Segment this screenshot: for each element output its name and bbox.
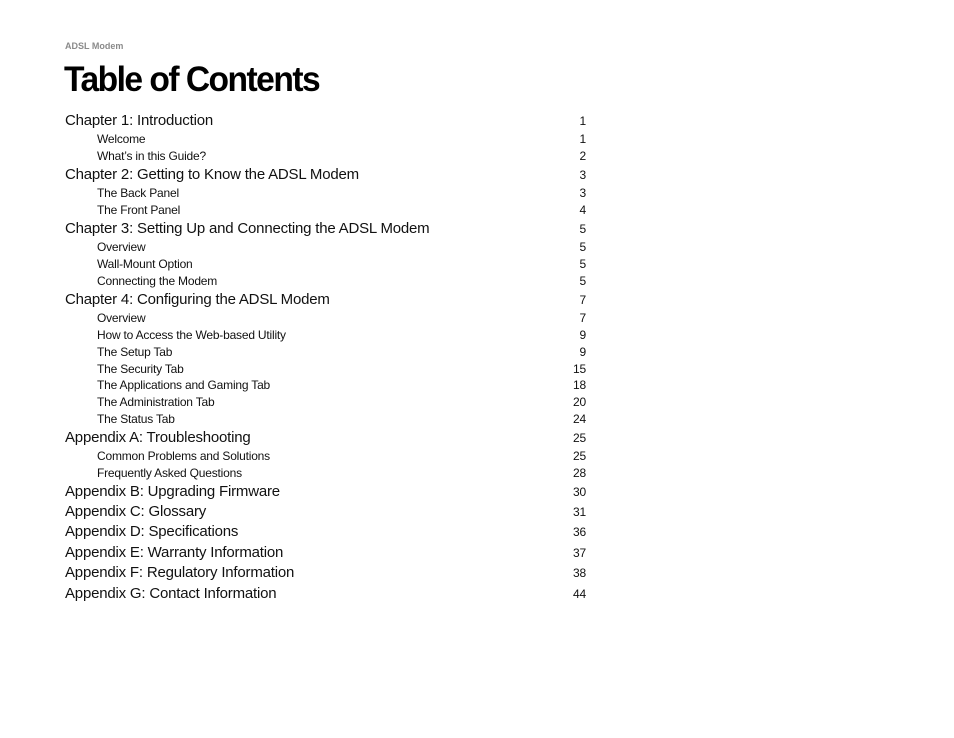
toc-entry-page-number: 1 — [579, 132, 586, 147]
toc-entry-page-number: 38 — [573, 566, 586, 581]
toc-entry-page-number: 25 — [573, 430, 586, 445]
toc-entry-major[interactable] — [65, 543, 586, 563]
toc-entry-major[interactable] — [65, 482, 586, 502]
toc-entry-label: Chapter 1: Introduction — [65, 112, 213, 129]
toc-entry-major[interactable] — [65, 502, 586, 522]
toc-entry-major[interactable] — [65, 584, 586, 604]
toc-entry-label: Appendix C: Glossary — [65, 503, 207, 521]
toc-entry-page-number: 9 — [579, 327, 586, 342]
toc-entry-label: The Status Tab — [97, 411, 175, 426]
toc-entry-label: Appendix A: Troubleshooting — [65, 428, 251, 446]
toc-entry-minor[interactable] — [65, 273, 586, 290]
toc-entry-label: What’s in this Guide? — [97, 149, 206, 164]
toc-entry-label: Overview — [97, 311, 146, 326]
toc-entry-major[interactable] — [65, 111, 586, 131]
toc-entry-page-number: 9 — [579, 344, 586, 359]
toc-entry-page-number: 5 — [579, 221, 586, 236]
toc-entry-page-number: 2 — [579, 149, 586, 164]
toc-entry-label: Overview — [97, 240, 146, 255]
toc-entry-major[interactable] — [65, 290, 586, 310]
toc-entry-page-number: 5 — [579, 257, 586, 272]
toc-entry-page-number: 24 — [573, 411, 586, 426]
toc-entry-minor[interactable] — [65, 202, 586, 219]
toc-entry-major[interactable] — [65, 522, 586, 542]
toc-entry-page-number: 1 — [579, 114, 586, 128]
toc-entry-label: The Front Panel — [97, 203, 181, 218]
toc-entry-page-number: 44 — [573, 586, 586, 601]
toc-entry-label: Chapter 3: Setting Up and Connecting the ADSL Modem — [65, 219, 430, 237]
toc-entry-minor[interactable] — [65, 327, 586, 344]
toc-entry-minor[interactable] — [65, 185, 586, 202]
toc-entry-minor[interactable] — [65, 131, 586, 148]
toc-entry-label: The Back Panel — [97, 186, 179, 201]
toc-entry-page-number: 31 — [573, 505, 586, 520]
toc-entry-major[interactable] — [65, 219, 586, 239]
toc-entry-page-number: 25 — [573, 449, 586, 464]
toc-entry-page-number: 15 — [573, 361, 586, 376]
toc-entry-minor[interactable] — [65, 239, 586, 256]
toc-entry-page-number: 3 — [579, 186, 586, 201]
toc-entry-minor[interactable] — [65, 310, 586, 327]
toc-entry-label: The Applications and Gaming Tab — [97, 378, 271, 393]
toc-entry-label: Chapter 2: Getting to Know the ADSL Modem — [65, 165, 359, 183]
toc-entry-minor[interactable] — [65, 465, 586, 482]
toc-entry-label: How to Access the Web-based Utility — [97, 327, 286, 342]
toc-entry-minor[interactable] — [65, 361, 586, 378]
toc-entry-page-number: 5 — [579, 273, 586, 288]
page-title: Table of Contents — [64, 60, 320, 99]
toc-entry-page-number: 28 — [573, 465, 586, 480]
toc-entry-page-number: 37 — [573, 545, 586, 560]
toc-entry-label: Common Problems and Solutions — [97, 449, 270, 464]
toc-entry-page-number: 18 — [573, 378, 586, 393]
toc-entry-page-number: 5 — [579, 240, 586, 255]
toc-entry-minor[interactable] — [65, 377, 586, 394]
toc-entry-minor[interactable] — [65, 448, 586, 465]
toc-entry-page-number: 4 — [579, 203, 586, 218]
table-of-contents — [65, 111, 586, 604]
toc-entry-label: Appendix D: Specifications — [65, 523, 239, 541]
toc-entry-minor[interactable] — [65, 411, 586, 428]
toc-entry-minor[interactable] — [65, 256, 586, 273]
toc-entry-label: The Setup Tab — [97, 344, 173, 359]
toc-entry-label: Connecting the Modem — [97, 273, 218, 288]
toc-entry-page-number: 20 — [573, 395, 586, 410]
toc-entry-label: Appendix F: Regulatory Information — [65, 564, 295, 582]
toc-entry-major[interactable] — [65, 428, 586, 448]
toc-entry-label: Appendix E: Warranty Information — [65, 543, 284, 561]
toc-entry-label: The Administration Tab — [97, 395, 215, 410]
toc-entry-label: Appendix B: Upgrading Firmware — [65, 482, 280, 500]
toc-entry-label: Frequently Asked Questions — [97, 465, 242, 480]
toc-entry-page-number: 3 — [579, 167, 586, 182]
toc-entry-label: Chapter 4: Configuring the ADSL Modem — [65, 290, 330, 308]
toc-entry-label: Wall-Mount Option — [97, 257, 193, 272]
toc-entry-page-number: 7 — [579, 292, 586, 307]
toc-entry-page-number: 7 — [579, 311, 586, 326]
toc-entry-minor[interactable] — [65, 344, 586, 361]
toc-entry-label: The Security Tab — [97, 361, 184, 376]
toc-entry-page-number: 30 — [573, 484, 586, 499]
toc-entry-label: Appendix G: Contact Information — [65, 584, 277, 602]
toc-entry-major[interactable] — [65, 165, 586, 185]
toc-entry-minor[interactable] — [65, 394, 586, 411]
header-label: ADSL Modem — [65, 41, 124, 51]
toc-entry-label: Welcome — [97, 132, 146, 147]
toc-entry-page-number: 36 — [573, 525, 586, 540]
toc-entry-minor[interactable] — [65, 148, 586, 165]
toc-entry-major[interactable] — [65, 563, 586, 583]
